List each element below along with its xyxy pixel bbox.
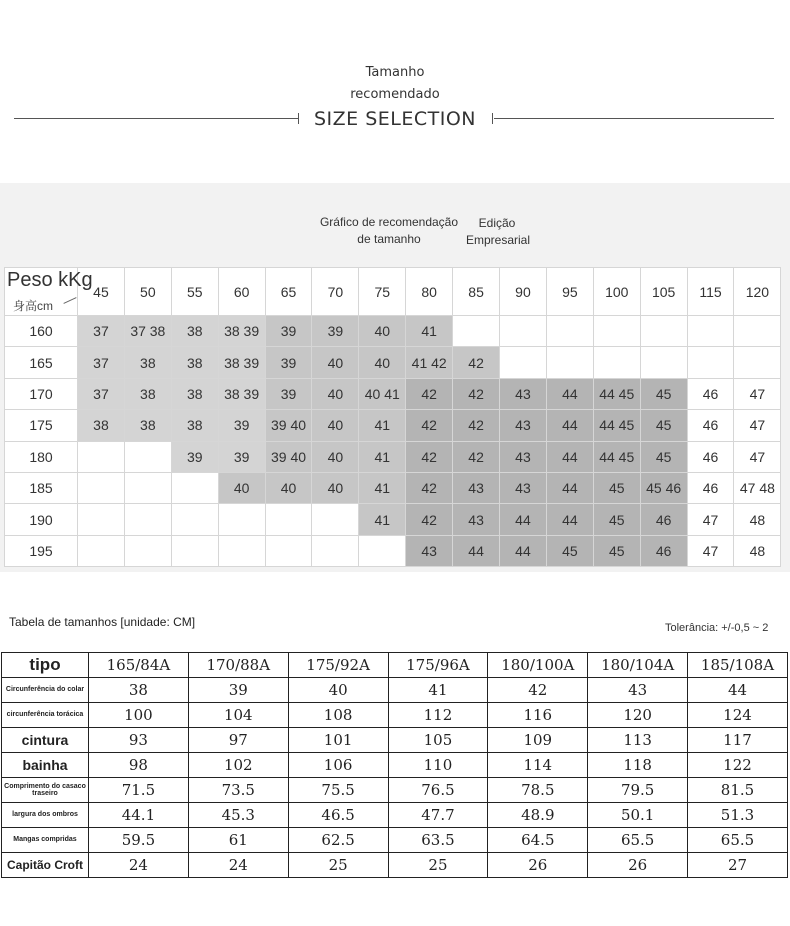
recommended-size-cell: 38 39 xyxy=(218,378,265,409)
recommended-size-cell xyxy=(453,316,500,347)
recommended-size-cell: 41 xyxy=(359,410,406,441)
recommended-size-cell: 38 39 xyxy=(218,316,265,347)
measurement-row xyxy=(2,853,788,878)
measurement-value: 97 xyxy=(188,728,288,753)
height-row xyxy=(5,378,781,409)
recommended-size-cell: 42 xyxy=(406,410,453,441)
recommended-size-cell: 44 xyxy=(546,472,593,503)
recommended-size-cell xyxy=(312,504,359,535)
measurement-value: 118 xyxy=(588,753,688,778)
recommended-size-cell: 44 45 xyxy=(593,441,640,472)
recommended-size-cell: 48 xyxy=(734,504,781,535)
recommended-size-cell: 42 xyxy=(453,410,500,441)
recommended-size-cell xyxy=(78,441,125,472)
measurement-value: 79.5 xyxy=(588,778,688,803)
recommended-size-cell: 39 40 xyxy=(265,410,312,441)
recommended-size-cell xyxy=(593,347,640,378)
measurement-value: 39 xyxy=(188,678,288,703)
recommended-size-cell: 38 39 xyxy=(218,347,265,378)
height-label-cell: 185 xyxy=(5,472,78,503)
recommended-size-cell: 45 xyxy=(640,441,687,472)
measurement-value: 65.5 xyxy=(688,828,788,853)
recommended-size-cell: 38 xyxy=(171,347,218,378)
measurement-row xyxy=(2,803,788,828)
measurement-row xyxy=(2,703,788,728)
height-label-cell: 195 xyxy=(5,535,78,566)
height-row xyxy=(5,441,781,472)
recommended-size-cell xyxy=(218,504,265,535)
measurement-value: 71.5 xyxy=(89,778,189,803)
recommended-size-cell: 44 xyxy=(546,378,593,409)
recommended-size-cell: 48 xyxy=(734,535,781,566)
measurement-value: 100 xyxy=(89,703,189,728)
size-header-cell: 180/104A xyxy=(588,653,688,678)
measurement-value: 50.1 xyxy=(588,803,688,828)
recommended-size-cell: 46 xyxy=(687,441,734,472)
size-table-title: Tabela de tamanhos [unidade: CM] xyxy=(9,615,196,629)
recommended-size-cell: 44 xyxy=(546,504,593,535)
recommended-size-cell: 38 xyxy=(124,347,171,378)
recommended-size-cell xyxy=(124,535,171,566)
recommended-size-cell: 43 xyxy=(453,472,500,503)
measurement-value: 122 xyxy=(688,753,788,778)
height-label-cell: 175 xyxy=(5,410,78,441)
recommended-size-cell xyxy=(734,316,781,347)
measurement-row xyxy=(2,778,788,803)
recommended-size-cell: 39 xyxy=(265,347,312,378)
recommended-size-cell: 40 xyxy=(312,472,359,503)
weight-header-cell: 75 xyxy=(359,268,406,316)
measurement-value: 24 xyxy=(188,853,288,878)
recommended-size-cell: 40 xyxy=(218,472,265,503)
recommended-size-cell xyxy=(640,316,687,347)
recommended-size-cell: 41 xyxy=(359,441,406,472)
recommended-size-cell xyxy=(640,347,687,378)
recommended-size-cell: 45 xyxy=(593,504,640,535)
size-table xyxy=(1,652,788,878)
measurement-value: 102 xyxy=(188,753,288,778)
recommended-size-cell: 43 xyxy=(500,472,547,503)
height-axis-label: 身高cm xyxy=(13,299,53,313)
recommended-size-cell: 39 xyxy=(265,316,312,347)
recommended-size-cell xyxy=(500,316,547,347)
measurement-value: 42 xyxy=(488,678,588,703)
measurement-label: Capitão Croft xyxy=(2,853,89,878)
recommended-size-cell xyxy=(546,347,593,378)
recommended-size-cell: 42 xyxy=(453,347,500,378)
recommended-size-cell: 44 xyxy=(546,441,593,472)
size-header-cell: 175/92A xyxy=(288,653,388,678)
recommended-size-cell xyxy=(312,535,359,566)
recommended-size-cell: 44 xyxy=(500,504,547,535)
recommended-size-cell: 45 xyxy=(593,472,640,503)
measurement-value: 26 xyxy=(488,853,588,878)
recommended-size-cell: 40 41 xyxy=(359,378,406,409)
recommended-size-cell: 46 xyxy=(687,472,734,503)
recommended-size-cell: 45 xyxy=(593,535,640,566)
measurement-value: 104 xyxy=(188,703,288,728)
recommended-size-cell: 46 xyxy=(687,378,734,409)
recommended-size-cell xyxy=(265,535,312,566)
measurement-value: 47.7 xyxy=(388,803,488,828)
recommended-size-cell: 42 xyxy=(453,378,500,409)
recommended-size-cell: 37 xyxy=(78,378,125,409)
size-header-cell: 180/100A xyxy=(488,653,588,678)
recommended-size-cell: 45 46 xyxy=(640,472,687,503)
measurement-label: Comprimento do casaco traseiro xyxy=(2,778,89,803)
recommended-size-cell xyxy=(171,504,218,535)
measurement-value: 44.1 xyxy=(89,803,189,828)
weight-header-cell: 105 xyxy=(640,268,687,316)
measurement-label: largura dos ombros xyxy=(2,803,89,828)
height-row xyxy=(5,410,781,441)
measurement-value: 51.3 xyxy=(688,803,788,828)
recommended-size-cell: 40 xyxy=(312,410,359,441)
recommended-size-cell: 39 xyxy=(312,316,359,347)
recommended-size-cell: 42 xyxy=(406,504,453,535)
chart-caption: Gráfico de recomendação de tamanho xyxy=(319,215,459,246)
recommended-size-cell: 41 42 xyxy=(406,347,453,378)
recommended-size-cell: 45 xyxy=(546,535,593,566)
measurement-value: 76.5 xyxy=(388,778,488,803)
weight-header-cell: 60 xyxy=(218,268,265,316)
recommended-size-cell: 47 xyxy=(687,535,734,566)
measurement-value: 59.5 xyxy=(89,828,189,853)
page-title: SIZE SELECTION xyxy=(313,108,477,130)
recommended-size-cell: 38 xyxy=(78,410,125,441)
header-divider-tick-right xyxy=(492,113,493,124)
measurement-label: bainha xyxy=(2,753,89,778)
recommended-size-cell: 47 xyxy=(687,504,734,535)
recommended-size-cell xyxy=(687,316,734,347)
recommended-size-cell: 44 xyxy=(546,410,593,441)
recommended-size-cell: 46 xyxy=(640,535,687,566)
size-header-cell: 175/96A xyxy=(388,653,488,678)
recommended-size-cell: 44 xyxy=(453,535,500,566)
measurement-value: 117 xyxy=(688,728,788,753)
type-label: tipo xyxy=(2,653,89,678)
recommended-size-cell: 40 xyxy=(312,378,359,409)
recommended-size-cell: 42 xyxy=(453,441,500,472)
recommended-size-cell: 39 xyxy=(171,441,218,472)
measurement-label: cintura xyxy=(2,728,89,753)
measurement-value: 113 xyxy=(588,728,688,753)
measurement-value: 38 xyxy=(89,678,189,703)
recommended-size-cell xyxy=(593,316,640,347)
size-header-row xyxy=(2,653,788,678)
chart-edition-label: Edição Empresarial xyxy=(466,216,531,247)
height-row xyxy=(5,504,781,535)
recommended-size-cell: 45 xyxy=(640,378,687,409)
recommended-size-cell: 39 xyxy=(218,441,265,472)
measurement-value: 75.5 xyxy=(288,778,388,803)
measurement-value: 64.5 xyxy=(488,828,588,853)
recommended-size-cell xyxy=(124,441,171,472)
recommended-size-cell: 40 xyxy=(359,347,406,378)
weight-axis-label: Peso kKg xyxy=(7,269,93,291)
recommended-size-cell: 40 xyxy=(312,347,359,378)
tolerance-note: Tolerância: +/-0,5 ~ 2 xyxy=(665,622,769,634)
recommended-size-cell: 38 xyxy=(124,410,171,441)
measurement-value: 27 xyxy=(688,853,788,878)
recommended-size-cell: 39 40 xyxy=(265,441,312,472)
height-label-cell: 160 xyxy=(5,316,78,347)
recommended-size-cell xyxy=(171,472,218,503)
measurement-value: 114 xyxy=(488,753,588,778)
measurement-value: 110 xyxy=(388,753,488,778)
recommended-size-cell xyxy=(171,535,218,566)
recommended-size-cell: 43 xyxy=(406,535,453,566)
weight-header-cell: 115 xyxy=(687,268,734,316)
measurement-value: 112 xyxy=(388,703,488,728)
weight-header-cell: 95 xyxy=(546,268,593,316)
recommended-size-cell xyxy=(359,535,406,566)
measurement-value: 48.9 xyxy=(488,803,588,828)
recommended-size-cell: 38 xyxy=(171,410,218,441)
measurement-value: 105 xyxy=(388,728,488,753)
measurement-value: 40 xyxy=(288,678,388,703)
recommended-size-cell xyxy=(124,472,171,503)
weight-header-cell: 80 xyxy=(406,268,453,316)
measurement-value: 24 xyxy=(89,853,189,878)
recommended-size-cell xyxy=(734,347,781,378)
recommended-size-cell: 44 xyxy=(500,535,547,566)
measurement-value: 63.5 xyxy=(388,828,488,853)
measurement-row xyxy=(2,828,788,853)
weight-header-cell: 100 xyxy=(593,268,640,316)
recommended-size-cell xyxy=(124,504,171,535)
weight-header-cell: 120 xyxy=(734,268,781,316)
recommended-size-cell: 39 xyxy=(265,378,312,409)
recommended-size-cell: 47 48 xyxy=(734,472,781,503)
recommended-size-cell: 41 xyxy=(359,472,406,503)
recommended-size-cell: 47 xyxy=(734,378,781,409)
recommended-size-cell xyxy=(546,316,593,347)
measurement-value: 43 xyxy=(588,678,688,703)
height-row xyxy=(5,472,781,503)
recommended-size-cell: 42 xyxy=(406,441,453,472)
measurement-value: 25 xyxy=(288,853,388,878)
measurement-value: 78.5 xyxy=(488,778,588,803)
recommended-size-cell: 40 xyxy=(359,316,406,347)
recommended-size-cell: 47 xyxy=(734,441,781,472)
measurement-value: 109 xyxy=(488,728,588,753)
recommended-size-cell xyxy=(218,535,265,566)
recommended-size-cell: 44 45 xyxy=(593,410,640,441)
weight-header-cell: 70 xyxy=(312,268,359,316)
weight-header-cell: 50 xyxy=(124,268,171,316)
recommended-size-cell: 43 xyxy=(500,410,547,441)
measurement-value: 25 xyxy=(388,853,488,878)
recommended-size-cell: 37 38 xyxy=(124,316,171,347)
measurement-value: 120 xyxy=(588,703,688,728)
height-row xyxy=(5,535,781,566)
recommended-size-cell: 40 xyxy=(265,472,312,503)
weight-header-cell: 45 xyxy=(78,268,125,316)
measurement-row xyxy=(2,678,788,703)
size-header-cell: 185/108A xyxy=(688,653,788,678)
recommended-size-cell: 42 xyxy=(406,472,453,503)
recommended-size-cell: 38 xyxy=(171,316,218,347)
measurement-value: 41 xyxy=(388,678,488,703)
measurement-value: 108 xyxy=(288,703,388,728)
measurement-value: 62.5 xyxy=(288,828,388,853)
measurement-row xyxy=(2,728,788,753)
weight-header-cell: 55 xyxy=(171,268,218,316)
weight-header-cell: 90 xyxy=(500,268,547,316)
recommended-size-cell xyxy=(78,535,125,566)
height-label-cell: 165 xyxy=(5,347,78,378)
measurement-value: 124 xyxy=(688,703,788,728)
header-divider-right xyxy=(494,118,774,119)
height-label-cell: 190 xyxy=(5,504,78,535)
recommended-size-cell: 47 xyxy=(734,410,781,441)
measurement-value: 81.5 xyxy=(688,778,788,803)
recommended-size-cell: 40 xyxy=(312,441,359,472)
recommended-size-cell xyxy=(78,504,125,535)
recommended-size-cell xyxy=(500,347,547,378)
height-row xyxy=(5,316,781,347)
measurement-value: 26 xyxy=(588,853,688,878)
weight-header-cell: 85 xyxy=(453,268,500,316)
measurement-value: 45.3 xyxy=(188,803,288,828)
measurement-value: 61 xyxy=(188,828,288,853)
height-row xyxy=(5,347,781,378)
measurement-label: Circunferência do colar xyxy=(2,678,89,703)
corner-diagonal xyxy=(63,297,76,304)
recommended-size-cell: 38 xyxy=(124,378,171,409)
recommended-size-cell: 44 45 xyxy=(593,378,640,409)
recommended-size-cell: 45 xyxy=(640,410,687,441)
measurement-value: 65.5 xyxy=(588,828,688,853)
recommended-size-cell: 37 xyxy=(78,347,125,378)
measurement-value: 44 xyxy=(688,678,788,703)
height-label-cell: 180 xyxy=(5,441,78,472)
recommended-size-cell: 37 xyxy=(78,316,125,347)
recommended-size-cell: 42 xyxy=(406,378,453,409)
recommended-size-cell: 46 xyxy=(687,410,734,441)
header-subtitle-line1: Tamanho xyxy=(365,65,425,80)
weight-header-cell: 65 xyxy=(265,268,312,316)
measurement-label: circunferência torácica xyxy=(2,703,89,728)
header-subtitle-line2: recomendado xyxy=(350,87,440,102)
measurement-value: 73.5 xyxy=(188,778,288,803)
recommended-size-cell: 46 xyxy=(640,504,687,535)
measurement-value: 93 xyxy=(89,728,189,753)
measurement-value: 116 xyxy=(488,703,588,728)
measurement-value: 106 xyxy=(288,753,388,778)
size-header-cell: 165/84A xyxy=(89,653,189,678)
recommended-size-cell: 39 xyxy=(218,410,265,441)
recommended-size-cell xyxy=(78,472,125,503)
recommended-size-cell: 43 xyxy=(500,441,547,472)
size-header-cell: 170/88A xyxy=(188,653,288,678)
measurement-label: Mangas compridas xyxy=(2,828,89,853)
recommended-size-cell: 43 xyxy=(500,378,547,409)
measurement-row xyxy=(2,753,788,778)
recommended-size-cell: 43 xyxy=(453,504,500,535)
grid-corner-cell xyxy=(5,268,93,316)
recommended-size-cell: 41 xyxy=(406,316,453,347)
measurement-value: 46.5 xyxy=(288,803,388,828)
recommended-size-cell: 41 xyxy=(359,504,406,535)
recommended-size-cell: 38 xyxy=(171,378,218,409)
recommended-size-cell xyxy=(265,504,312,535)
measurement-value: 101 xyxy=(288,728,388,753)
measurement-value: 98 xyxy=(89,753,189,778)
recommended-size-cell xyxy=(687,347,734,378)
size-recommendation-grid xyxy=(4,267,781,567)
height-label-cell: 170 xyxy=(5,378,78,409)
weight-header-row xyxy=(5,268,781,316)
